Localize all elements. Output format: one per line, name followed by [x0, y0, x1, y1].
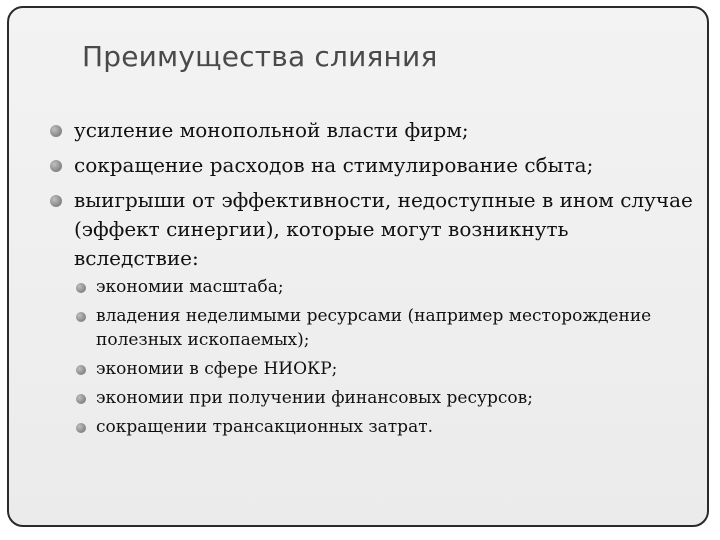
sub-bullet-item — [74, 275, 698, 299]
slide-title: Преимущества слияния — [82, 40, 438, 73]
sub-bullet-text: экономии при получении финансовых ресурсов; — [96, 388, 533, 408]
sub-bullet-text: сокращении трансакционных затрат. — [96, 417, 434, 437]
bullet-dot-icon — [50, 160, 62, 172]
bullet-item — [48, 151, 698, 180]
sub-bullet-item — [74, 357, 698, 381]
bullet-dot-icon — [76, 423, 86, 433]
sub-bullet-list — [74, 275, 698, 439]
slide-content — [48, 116, 698, 445]
bullet-dot-icon — [76, 312, 86, 322]
bullet-text: усиление монопольной власти фирм; — [74, 118, 469, 142]
bullet-item — [48, 116, 698, 145]
bullet-dot-icon — [76, 365, 86, 375]
bullet-item — [48, 186, 698, 439]
bullet-dot-icon — [50, 195, 62, 207]
bullet-dot-icon — [76, 283, 86, 293]
bullet-text: выигрыши от эффективности, недоступные в ином случае (эффект синергии), которые могут возникнуть вследствие: — [74, 188, 693, 270]
sub-bullet-text: владения неделимыми ресурсами (например месторождение полезных ископаемых); — [96, 306, 652, 350]
sub-bullet-item — [74, 304, 698, 352]
sub-bullet-text: экономии масштаба; — [96, 277, 284, 297]
sub-bullet-text: экономии в сфере НИОКР; — [96, 359, 338, 379]
bullet-list — [48, 116, 698, 439]
bullet-dot-icon — [50, 125, 62, 137]
bullet-dot-icon — [76, 394, 86, 404]
bullet-text: сокращение расходов на стимулирование сбыта; — [74, 153, 594, 177]
sub-bullet-item — [74, 386, 698, 410]
sub-bullet-item — [74, 415, 698, 439]
